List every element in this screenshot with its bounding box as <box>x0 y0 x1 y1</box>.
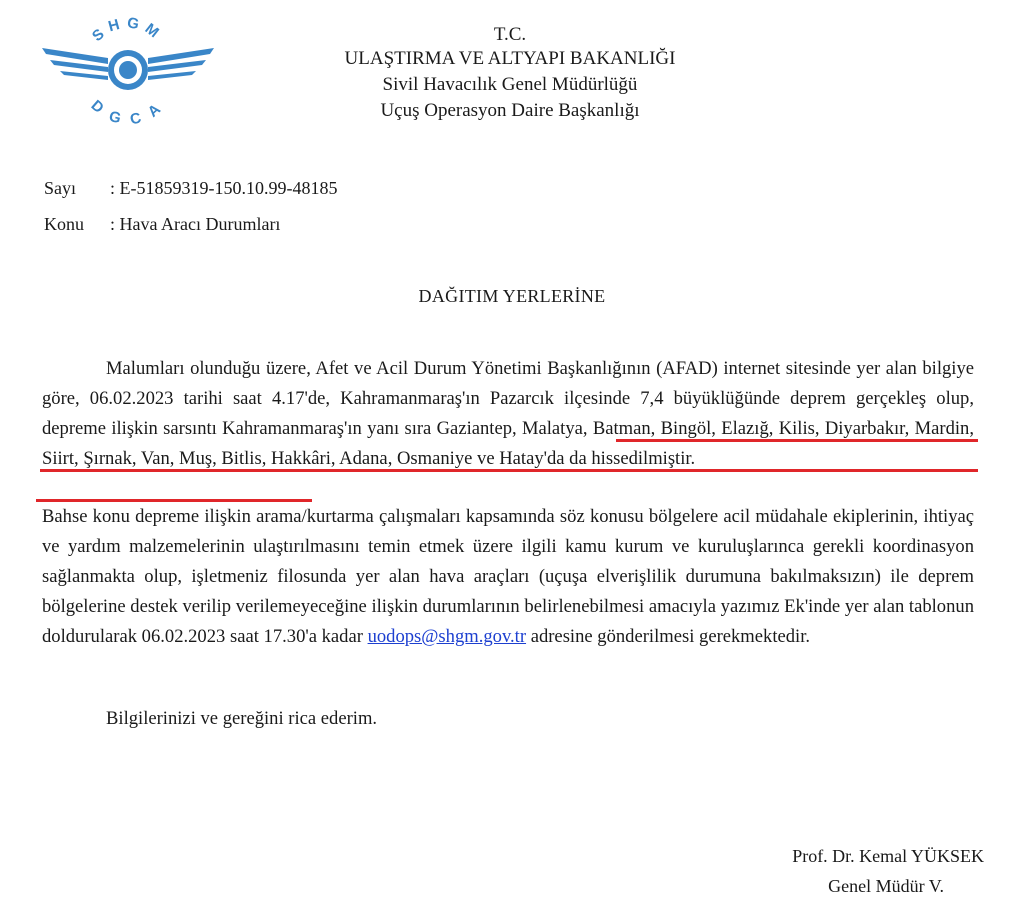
p2-text-a: Bahse konu depreme ilişkin arama/kurtarma çalışmaları kapsamında söz konusu bölgelere acil müdahale ekiplerinin, ihtiyaç ve yardım malzemelerinin ulaştırılmasını temin etmek üzere ilgili kamu kurum ve kuruluşlarınca gerekli koordinasyon sağlanmakta olup, işletmeniz filosunda yer alan hava araçları (uçuşa elverişlilik durumuna bakılmaksızın) ile deprem bölgelerine destek verilip verilemeyeceğine ilişkin durumlarının belirlenebilmesi amacıyla yazımız Ek'inde yer alan tablonun doldurularak 06.02.2023 saat 17.30'a kadar <box>42 506 974 647</box>
sayi-value: : E-51859319-150.10.99-48185 <box>110 178 338 198</box>
highlight-underline-2 <box>40 469 978 472</box>
svg-text:SHGM <box>89 14 167 45</box>
konu-label: Konu <box>44 214 84 234</box>
logo-bottom-text: DGCA <box>87 96 169 124</box>
shgm-dgca-logo <box>38 14 218 124</box>
logo-top-text: SHGM <box>89 14 167 46</box>
email-link[interactable]: uodops@shgm.gov.tr <box>367 626 527 647</box>
konu-row <box>44 214 280 235</box>
p1-highlighted-cities: Kahramanmaraş'ın yanı sıra Gaziantep, Malatya, Batman, Bingöl, Elazığ, Kilis, Diyarbakır, Mardin, Siirt, Şırnak, Van, Muş, Bitlis, Hakkâri, Adana, Osmaniye ve Hatay'da <box>42 418 974 469</box>
signature-name: Prof. Dr. Kemal YÜKSEK <box>792 846 984 866</box>
header-department: Uçuş Operasyon Daire Başkanlığı <box>380 100 640 121</box>
paragraph-3: Bilgilerinizi ve gereğini rica ederim. <box>106 708 378 729</box>
highlight-underline-1 <box>616 439 978 442</box>
header-directorate: Sivil Havacılık Genel Müdürlüğü <box>382 74 638 95</box>
svg-text:DGCA <box>88 97 169 124</box>
sayi-label: Sayı <box>44 178 77 198</box>
distribution-title: DAĞITIM YERLERİNE <box>418 286 606 306</box>
konu-value: : Hava Aracı Durumları <box>110 214 281 234</box>
p2-text-b: adresine gönderilmesi gerekmektedir. <box>526 626 811 647</box>
paragraph-2 <box>42 502 974 652</box>
paragraph-1 <box>42 354 974 474</box>
header-ministry: ULAŞTIRMA VE ALTYAPI BAKANLIĞI <box>344 48 676 69</box>
p1-text-a: Malumları olunduğu üzere, Afet ve Acil Durum Yönetimi Başkanlığının (AFAD) internet sitesinde yer alan bilgiye göre, 06.02.2023 tarihi saat 4.17'de, Kahramanmaraş'ın Pazarcık ilçesinde 7,4 büyüklüğünde deprem gerçekleş olup, depreme ilişkin sarsıntı <box>42 358 974 439</box>
signature-role: Genel Müdür V. <box>828 876 944 896</box>
header-tc: T.C. <box>493 24 527 45</box>
p1-text-b: da hissedilmiştir. <box>564 448 696 469</box>
sayi-row <box>44 178 337 199</box>
